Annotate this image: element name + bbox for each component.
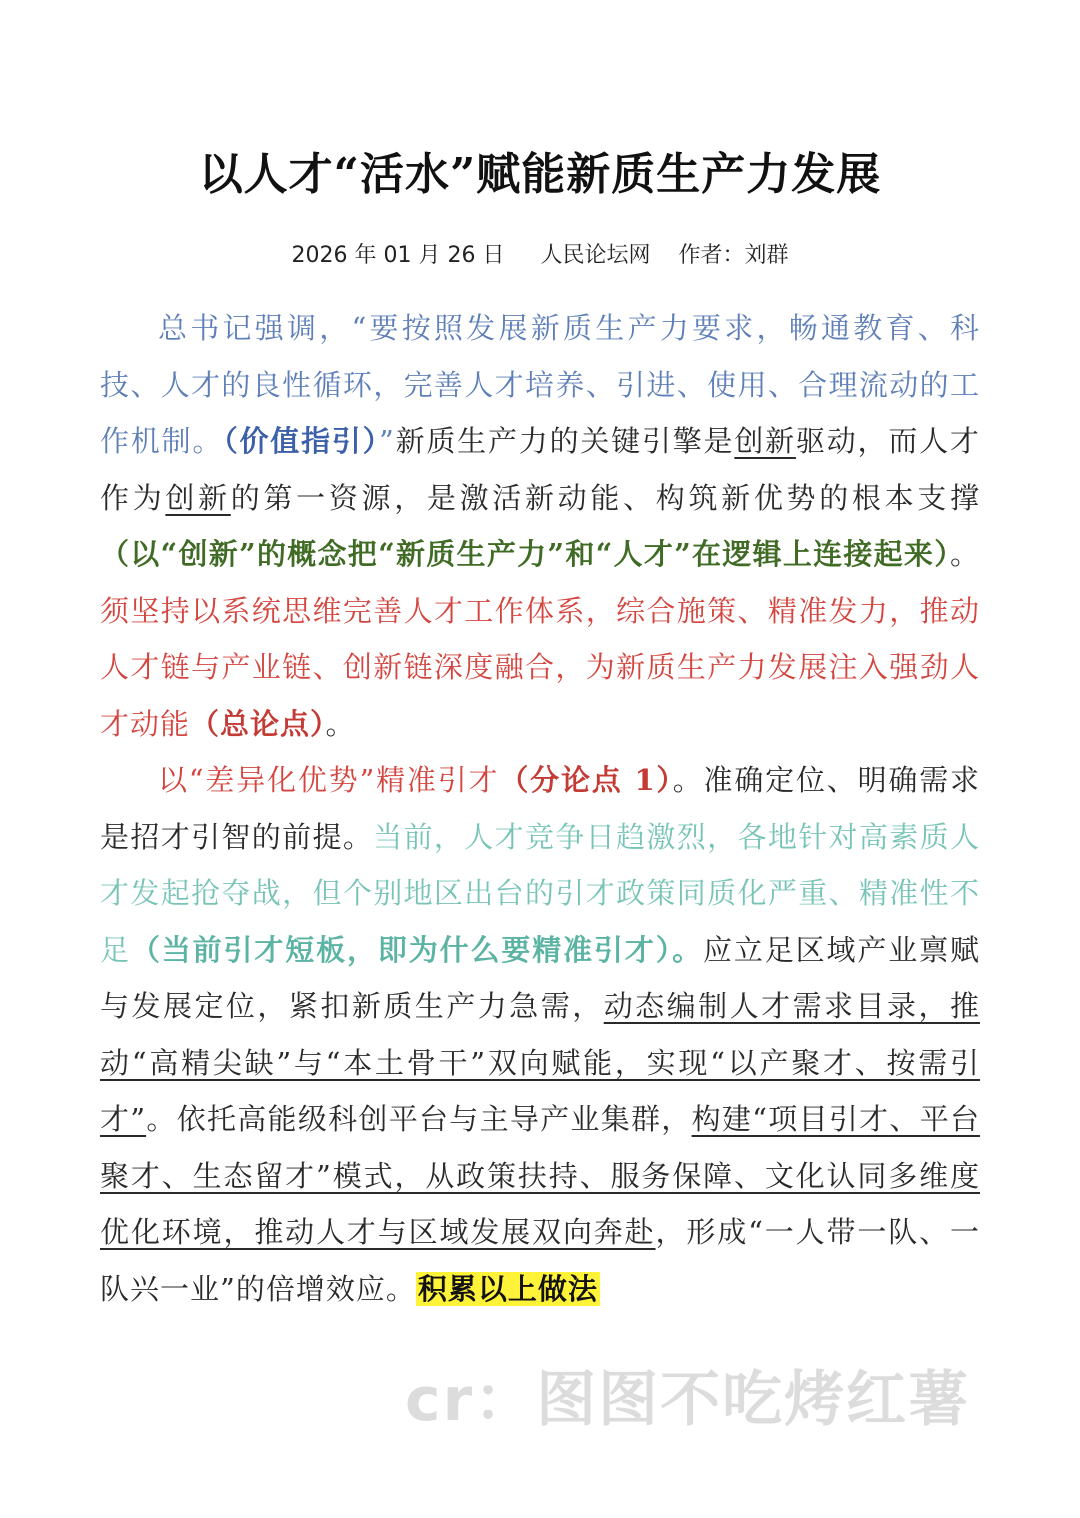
paragraph-2 bbox=[100, 752, 980, 1317]
annotation-shortcoming: （当前引才短板，即为什么要精准引才）。 bbox=[130, 932, 703, 967]
text-segment: 。准确定位、明确需求是招才引智的前提。 bbox=[100, 763, 980, 854]
text-segment: 应立足区域产业禀赋与发展定位，紧扣新质生产力急需， bbox=[100, 932, 980, 1023]
underlined-phrase: 动态编制人才需求目录，推动“高精尖缺”与“本土骨干”双向赋能，实现“以产聚才、按需引才” bbox=[100, 989, 980, 1136]
annotation-value-guide: （价值指引） bbox=[223, 424, 379, 458]
article-meta bbox=[0, 238, 1080, 269]
article-body bbox=[100, 300, 980, 1317]
paragraph-1 bbox=[100, 300, 980, 752]
text-segment: 驱动，而人才作为 bbox=[100, 424, 980, 515]
subpoint-text: 以“差异化优势”精准引才 bbox=[158, 763, 500, 797]
watermark: cr：图图不吃烤红薯 bbox=[405, 1365, 971, 1435]
highlighted-note: 积累以上做法 bbox=[417, 1271, 598, 1306]
underlined-phrase: 构建“项目引才、平台聚才、生态留才”模式，从政策扶持、服务保障、文化认同多维度优化环境，推动人才与区域发展双向奔赴 bbox=[100, 1102, 981, 1249]
text-segment: 。依托高能级科创平台与主导产业集群， bbox=[146, 1102, 692, 1136]
underlined-keyword: 创新 bbox=[734, 424, 796, 458]
article-title: 以人才“活水”赋能新质生产力发展 bbox=[198, 149, 882, 200]
text-segment: 的第一资源，是激活新动能、构筑新优势的根本支撑 bbox=[230, 480, 980, 515]
quote-close: ” bbox=[378, 424, 395, 458]
thesis-text: 须坚持以系统思维完善人才工作体系，综合施策、精准发力，推动人才链与产业链、创新链深度融合，为新质生产力发展注入强劲人才动能 bbox=[100, 593, 980, 741]
article-date: 2026 年 01 月 26 日 bbox=[291, 243, 505, 268]
punctuation: 。 bbox=[325, 706, 356, 741]
punctuation: 。 bbox=[949, 537, 980, 571]
article-author: 作者：刘群 bbox=[678, 243, 789, 268]
text-segment: 新质生产力的关键引擎是 bbox=[394, 424, 735, 458]
annotation-logic-link: （以“创新”的概念把“新质生产力”和“人才”在逻辑上连接起来） bbox=[100, 537, 950, 571]
annotation-subpoint-1: （分论点 1） bbox=[499, 763, 673, 797]
text-segment: ，形成“一人带一队、一队兴一业”的倍增效应。 bbox=[100, 1215, 980, 1306]
context-text: 当前，人才竞争日趋激烈，各地针对高素质人才发起抢夺战，但个别地区出台的引才政策同质化严重、精准性不足 bbox=[100, 819, 980, 967]
underlined-keyword: 创新 bbox=[165, 480, 231, 515]
quote-text: 总书记强调，“要按照发展新质生产力要求，畅通教育、科技、人才的良性循环，完善人才培养、引进、使用、合理流动的工作机制。 bbox=[100, 311, 980, 458]
annotation-thesis: （总论点） bbox=[190, 706, 326, 741]
article-source: 人民论坛网 bbox=[540, 243, 651, 268]
